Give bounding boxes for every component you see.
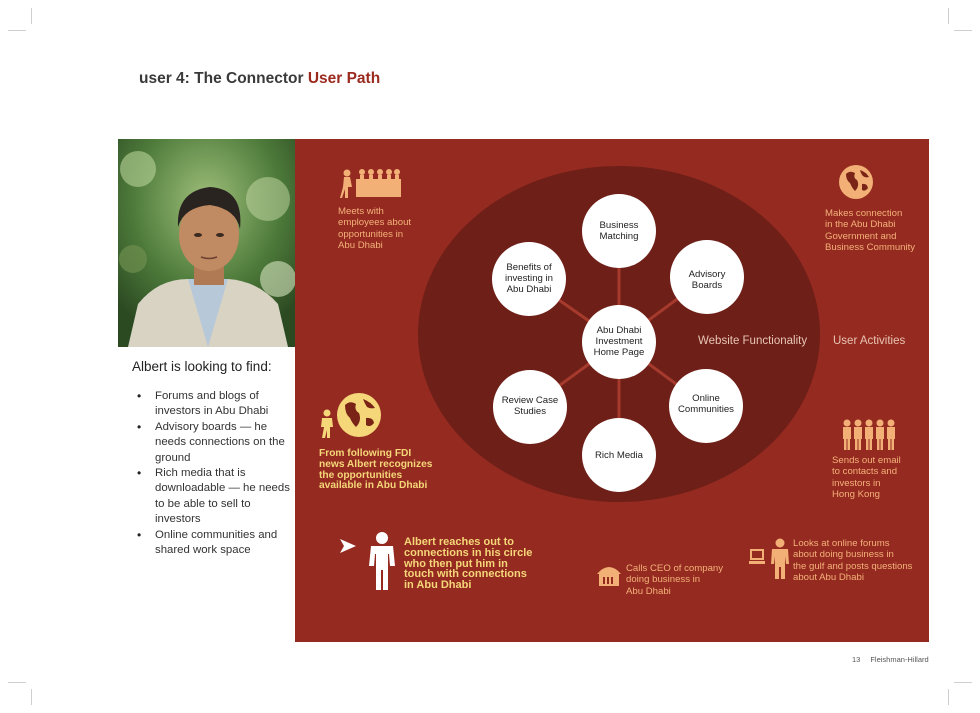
crop-mark [954,30,972,31]
portrait-photo [118,139,295,347]
title-accent: User Path [307,70,381,87]
calls-text: Calls CEO of company doing business in Abu Dhabi [626,563,724,597]
crop-mark [8,682,26,683]
node-advisory-boards [670,240,744,314]
list-item: • Rich media that is downloadable — he needs to be able to sell to investors [118,466,295,528]
website-functionality-label: Website Functionality [698,335,808,347]
node-home-page [582,305,656,379]
user-path-panel [295,139,929,642]
node-label: Abu Dhabi Investment Home Page [593,325,645,358]
globe-icon [838,164,874,200]
company-name: Fleishman-Hillard [870,655,929,664]
page-title [139,70,380,88]
fdi-text: From following FDI news Albert recognizes the opportunities available in Abu Dhabi [319,448,433,492]
page-footer [852,655,939,664]
user-activities-label: User Activities [833,335,906,347]
crop-mark [954,682,972,683]
crop-mark [31,8,32,24]
node-business-matching [582,194,656,268]
group-icon [842,419,898,451]
node-label: Business Matching [599,220,639,242]
person-globe-icon [319,393,383,439]
person-icon [368,532,396,590]
computer-person-icon [749,538,791,580]
connection-text: Makes connection in the Abu Dhabi Government and Business Community [825,208,916,254]
crop-mark [31,689,32,705]
node-label: Advisory Boards [688,269,726,291]
node-rich-media [582,418,656,492]
list-item: • Online communities and shared work space [118,528,295,559]
page-number: 13 [852,655,861,664]
arrow-icon [339,538,357,554]
node-online-communities [669,369,743,443]
forums-text: Looks at online forums about doing business in the gulf and posts questions about Abu Dhabi [793,538,913,584]
needs-list [118,389,295,558]
building-icon [596,564,622,586]
node-benefits [492,242,566,316]
meets-text: Meets with employees about opportunities in Abu Dhabi [338,206,412,252]
crop-mark [948,689,949,705]
list-item: • Advisory boards — he needs connections on the ground [118,420,295,466]
title-prefix: user 4: The Connector [139,70,308,87]
reaches-text: Albert reaches out to connections in his circle who then put him in touch with connections in Abu Dhabi [404,536,533,592]
node-label: Online Communities [678,393,734,415]
node-label: Benefits of investing in Abu Dhabi [505,262,553,295]
left-heading: Albert is looking to find: [132,359,272,374]
meeting-icon [340,167,402,199]
email-text: Sends out email to contacts and investors in Hong Kong [832,455,901,501]
node-review-case-studies [493,370,567,444]
crop-mark [8,30,26,31]
node-label: Rich Media [595,450,643,461]
list-item: • Forums and blogs of investors in Abu Dhabi [118,389,295,420]
crop-mark [948,8,949,24]
node-label: Review Case Studies [501,395,559,417]
